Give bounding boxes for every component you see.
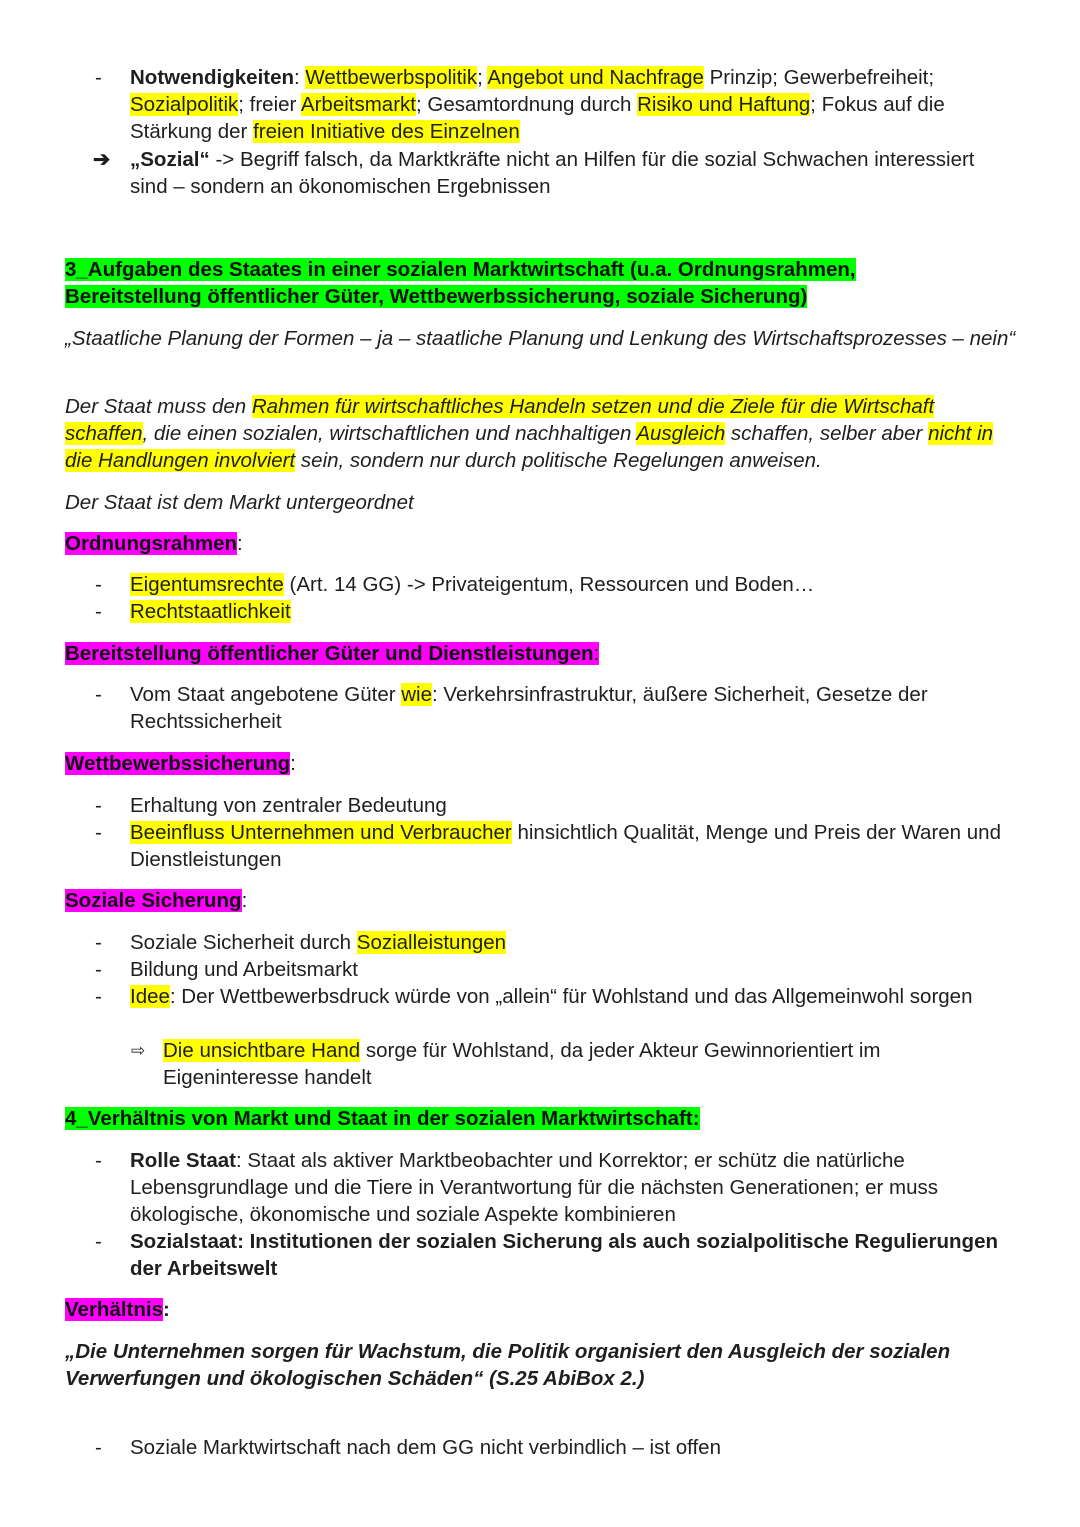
subheading-verhaeltnis [65,1296,170,1323]
text: Erhaltung von zentraler Bedeutung [130,794,447,817]
subheading-text: Bereitstellung öffentlicher Güter und Dienstleistungen [65,642,594,665]
text: : [593,642,600,665]
text: Bildung und Arbeitsmarkt [130,958,358,981]
item-label: „Sozial“ [130,148,210,171]
highlight: Ausgleich [636,422,726,445]
section-4-heading [65,1105,700,1132]
highlight: Rechtstaatlichkeit [130,600,291,623]
text: ; Fokus auf die Stärkung der [130,93,945,143]
list-item-notwendigkeiten [65,64,1016,145]
highlight: Sozialpolitik [130,93,239,116]
list-item [65,598,1016,625]
text: : [241,889,248,912]
list-item [65,819,1016,873]
list-item [65,929,1016,956]
highlight: Wettbewerbspolitik [305,66,478,89]
text: Vom Staat angebotene Güter [130,683,402,706]
item-label: Rolle Staat [130,1149,236,1172]
sub-item-unsichtbare-hand [65,1037,1016,1091]
highlight: Arbeitsmarkt [300,93,416,116]
subheading-text: Ordnungsrahmen [65,532,237,555]
text: ; Gesamtordnung durch [415,93,638,116]
text: sein, sondern nur durch politische Regelungen anweisen. [295,449,822,472]
text: -> Begriff falsch, da Marktkräfte nicht an Hilfen für die sozial Schwachen interessiert sind – sondern an ökonomischen Ergebnissen [130,148,975,198]
section-3-heading [65,256,945,310]
text: : Staat als aktiver Marktbeobachter und Korrektor; er schütz die natürliche Lebensgrundlage und die Tiere in Verantwortung für die nächsten Generationen; er muss ökologische, ökonomische und soziale Aspekte kombinieren [130,1149,938,1226]
list-item [65,681,1005,735]
final-list [65,1434,1016,1461]
arrow-item-sozial [65,146,1016,200]
ordnungsrahmen-list [65,571,1016,625]
quote-planung: „Staatliche Planung der Formen – ja – staatliche Planung und Lenkung des Wirtschaftsprozesses – nein“ [65,327,1016,350]
list-item [65,792,1016,819]
subheading-text: Wettbewerbssicherung [65,752,291,775]
text: hinsichtlich Qualität, Menge und Preis der Waren und Dienstleistungen [130,821,1001,871]
text: Sozialstaat: Institutionen der sozialen Sicherung als auch sozialpolitische Regulierungen der Arbeitswelt [130,1230,998,1280]
text: : [237,532,243,555]
text: Soziale Marktwirtschaft nach dem GG nicht verbindlich – ist offen [130,1436,721,1459]
list-item [65,956,1016,983]
statement-subordinate: Der Staat ist dem Markt untergeordnet [65,491,414,514]
highlight: Beeinfluss Unternehmen und Verbraucher [130,821,512,844]
highlight: freien Initiative des Einzelnen [253,120,520,143]
subheading-sozial [65,887,247,914]
highlight: Idee [130,985,170,1008]
text: Prinzip; Gewerbefreiheit; [703,66,935,89]
text: : Verkehrsinfrastruktur, äußere Sicherheit, Gesetze der Rechtssicherheit [130,683,928,733]
text: Der Staat muss den [65,395,252,418]
text: : [290,752,296,775]
subheading-wettbewerb [65,750,296,777]
wettbewerb-list [65,792,1016,873]
heading-text: 3_Aufgaben des Staates in einer sozialen Marktwirtschaft (u.a. Ordnungsrahmen, Bereitstellung öffentlicher Güter, Wettbewerbssicherung, soziale Sicherung) [65,258,856,308]
text: ; freier [238,93,301,116]
highlight: wie [401,683,433,706]
highlight: nicht in die Handlungen involviert [65,422,994,472]
paragraph-staat [65,393,1016,474]
list-item-sozialstaat [65,1228,1016,1282]
text: Soziale Sicherheit durch [130,931,357,954]
text: (Art. 14 GG) -> Privateigentum, Ressourcen und Boden… [283,573,815,596]
heading-text: 4_Verhältnis von Markt und Staat in der sozialen Marktwirtschaft: [65,1107,700,1130]
highlight: Angebot und Nachfrage [487,66,704,89]
text: , die einen sozialen, wirtschaftlichen und nachhaltigen [142,422,637,445]
highlight: Die unsichtbare Hand [163,1039,361,1062]
text: sorge für Wohlstand, da jeder Akteur Gewinnorientiert im Eigeninteresse handelt [163,1039,881,1089]
list-item-rolle-staat [65,1147,1016,1228]
subheading-text: Soziale Sicherung [65,889,242,912]
quote-verhaeltnis: „Die Unternehmen sorgen für Wachstum, die Politik organisiert den Ausgleich der sozialen Verwerfungen und ökologischen Schäden“ (S.25 AbiBox 2.) [65,1340,951,1390]
highlight: Risiko und Haftung [637,93,811,116]
subheading-ordnungsrahmen [65,530,243,557]
text: ; [477,66,488,89]
text: schaffen, selber aber [725,422,929,445]
subheading-gueter [65,640,599,667]
needs-list [65,64,1016,145]
subheading-text: Verhältnis [65,1298,163,1321]
hollow-arrow-icon: ⇨ [131,1041,146,1060]
text: : [163,1298,170,1321]
list-item [65,571,1016,598]
list-item [65,983,1016,1010]
highlight: Rahmen für wirtschaftliches Handeln setzen und die Ziele für die Wirtschaft schaffen [65,395,935,445]
highlight: Eigentumsrechte [130,573,284,596]
item-label: Notwendigkeiten [130,66,295,89]
section-4-list [65,1147,1016,1282]
text: : [294,66,306,89]
gueter-list [65,681,1005,735]
arrow-right-icon: ➔ [93,148,111,171]
text: : Der Wettbewerbsdruck würde von „allein“ für Wohlstand und das Allgemeinwohl sorgen [169,985,973,1008]
list-item [65,1434,1016,1461]
highlight: Sozialleistungen [356,931,507,954]
sozial-list [65,929,1016,1010]
